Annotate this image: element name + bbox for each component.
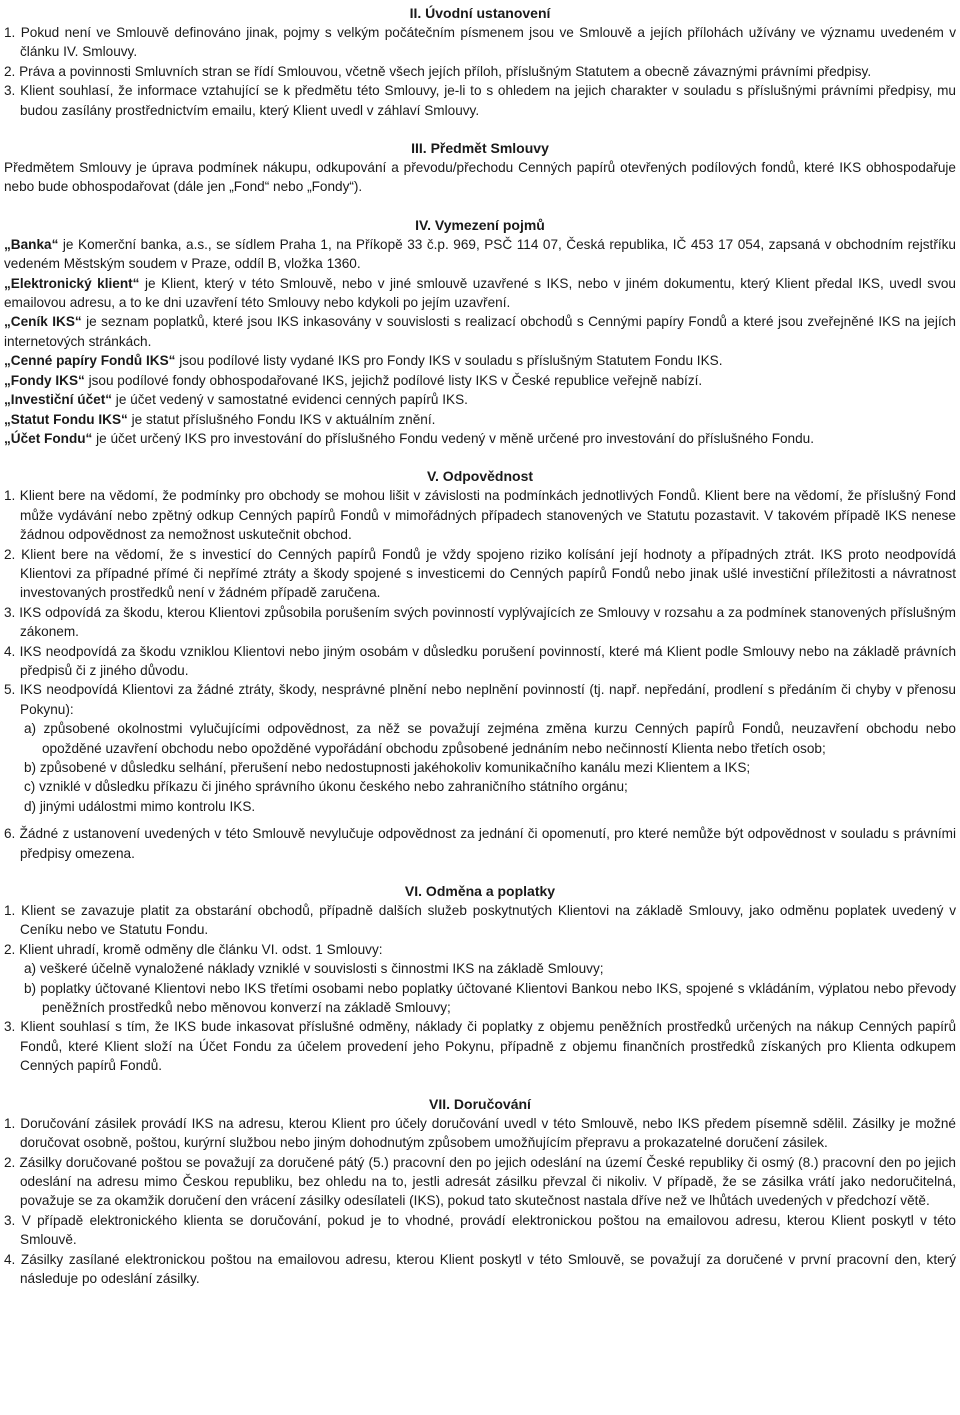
definition-elektronicky-klient	[4, 274, 956, 313]
definition-term: „Účet Fondu“	[4, 430, 93, 446]
delivery-item-2: 2. Zásilky doručované poštou se považují za doručené pátý (5.) pracovní den po jejich odeslání na území České republiky či osmý (8.) pracovní den po jejich odeslání na adresu mimo Českou republiku, bez ohledu na to, jestli adresát zásilku převzal či nikoliv. V případě, že se zásilka vrátí jako nedoručitelná, považuje se za okamžik doručení den vrácení zásilky odesílateli (IKS), pokud tato skutečnost nastala dříve než ve lhůtách uvedených v předchozí větě.	[4, 1154, 956, 1209]
definition-text: je Komerční banka, a.s., se sídlem Praha 1, na Příkopě 33 č.p. 969, PSČ 114 07, Česká republika, IČ 453 17 054, zapsaná v obchodním rejstříku vedeném Městským soudem v Praze, oddíl B, vložka 1360.	[4, 236, 956, 272]
definition-term: „Elektronický klient“	[4, 275, 140, 291]
delivery-item-3: 3. V případě elektronického klienta se doručování, pokud je to vhodné, provádí elektronickou poštou na emailovou adresu, kterou Klient poskytl v této Smlouvě.	[4, 1212, 956, 1248]
definition-text: jsou podílové listy vydané IKS pro Fondy IKS v souladu s příslušným Statutem Fondu IKS.	[175, 353, 723, 369]
definition-investicni-ucet	[4, 390, 956, 409]
section-title-delivery: VII. Doručování	[429, 1095, 531, 1112]
fees-subitem-a: a) veškeré účelně vynaložené náklady vzniklé v souvislosti s činnostmi IKS na základě Smlouvy;	[24, 961, 604, 977]
delivery-item-4: 4. Zásilky zasílané elektronickou poštou na emailovou adresu, kterou Klient poskytl v této Smlouvě, se považují za doručené v první pracovní den, který následuje po odeslání zásilky.	[4, 1251, 956, 1286]
fees-item-3: 3. Klient souhlasí s tím, že IKS bude inkasovat příslušné odměny, náklady či poplatky z objemu peněžních prostředků určených na nákup Cenných papírů Fondů, které Klient složí na Účet Fondu za účelem provedení jeho Pokynu, případně z objemu finančních prostředků získaných pro Klienta odkupem Cenných papírů Fondů.	[4, 1019, 956, 1074]
liability-item-6: 6. Žádné z ustanovení uvedených v této Smlouvě nevylučuje odpovědnost za jednání či opomenutí, pro které nemůže být odpovědnost v souladu s právními předpisy omezena.	[4, 826, 956, 861]
definition-text: je statut příslušného Fondu IKS v aktuálním znění.	[127, 411, 436, 427]
fees-subitem-b: b) poplatky účtované Klientovi nebo IKS třetími osobami nebo poplatky účtované Klientovi Bankou nebo IKS, spojené s vkládáním, výplatou nebo převody peněžních prostředků nebo měnovou konverzí na základě Smlouvy;	[24, 980, 956, 1016]
section-title-fees: VI. Odměna a poplatky	[404, 883, 556, 900]
definition-term: „Investiční účet“	[4, 392, 113, 408]
definition-text: je seznam poplatků, které jsou IKS inkasovány v souvislosti s realizací obchodů s Cennými papíry Fondů a které jsou zveřejněné IKS na jejích internetových stránkách.	[4, 314, 956, 349]
liability-subitem-b: b) způsobené v důsledku selhání, přerušení nebo nedostupnosti jakéhokoliv komunikačního kanálu mezi Klientem a IKS;	[24, 760, 751, 775]
definition-banka	[4, 235, 956, 274]
section-title-liability: V. Odpovědnost	[426, 468, 534, 485]
definition-term: „Banka“	[4, 236, 59, 252]
fees-item-1: 1. Klient se zavazuje platit za obstarání obchodů, případně dalších služeb poskytnutých Klientovi na základě Smlouvy, jako odměnu poplatek uvedený v Ceníku nebo ve Statutu Fondu.	[4, 903, 956, 938]
liability-item-1: 1. Klient bere na vědomí, že podmínky pro obchody se mohou lišit v závislosti na podmínkách jednotlivých Fondů. Klient bere na vědomí, že příslušný Fond může vydávání nebo zpětný odkup Cenných papírů Fondů v mimořádných případech stanovených ve Statutu pozastavit. V takovém případě IKS nenese žádnou odpovědnost za nemožnost uskutečnit obchod.	[4, 488, 956, 543]
definition-term: „Cenné papíry Fondů IKS“	[4, 353, 176, 369]
definition-term: „Ceník IKS“	[4, 314, 82, 330]
section-title-definitions: IV. Vymezení pojmů	[415, 216, 545, 233]
definition-text: jsou podílové fondy obhospodařované IKS, jejichž podílové listy IKS v České republice veřejně nabízí.	[84, 372, 703, 388]
definition-text: je účet určený IKS pro investování do příslušného Fondu vedený v měně určené pro investování do příslušného Fondu.	[92, 430, 815, 446]
definition-cenne-papiry	[4, 351, 956, 370]
definition-term: „Fondy IKS“	[4, 372, 85, 388]
subject-paragraph: Předmětem Smlouvy je úprava podmínek nákupu, odkupování a převodu/přechodu Cenných papírů otevřených podílových fondů, které IKS obhospodařuje nebo bude obhospodařovat (dále jen „Fond“ nebo „Fondy“).	[4, 160, 956, 195]
section-title-intro: II. Úvodní ustanovení	[409, 5, 551, 21]
fees-item-2: 2. Klient uhradí, kromě odměny dle článku VI. odst. 1 Smlouvy:	[4, 941, 383, 957]
definition-text: je účet vedený v samostatné evidenci cenných papírů IKS.	[112, 392, 468, 408]
liability-subitem-c: c) vzniklé v důsledku příkazu či jiného správního úkonu českého nebo zahraničního státního orgánu;	[24, 779, 628, 795]
intro-item-3: 3. Klient souhlasí, že informace vztahující se k předmětu této Smlouvy, je-li to s ohledem na jejich charakter v souladu s příslušnými právními předpisy, mu budou zasílány prostřednictvím emailu, který Klient uvedl v záhlaví Smlouvy.	[4, 83, 956, 118]
definition-fondy	[4, 371, 956, 390]
definition-statut	[4, 410, 956, 429]
definition-ucet-fondu	[4, 429, 956, 448]
definition-cenik	[4, 312, 956, 351]
liability-item-3: 3. IKS odpovídá za škodu, kterou Klientovi způsobila porušením svých povinností vyplývajících ze Smlouvy v rozsahu a za podmínek stanovených příslušným zákonem.	[4, 604, 956, 640]
liability-item-5: 5. IKS neodpovídá Klientovi za žádné ztráty, škody, nesprávné plnění nebo neplnění povinností (tj. např. nepředání, prodlení s předáním či chyby v přenosu Pokynu):	[4, 682, 956, 717]
definition-term: „Statut Fondu IKS“	[4, 411, 128, 427]
intro-item-2: 2. Práva a povinnosti Smluvních stran se řídí Smlouvou, včetně všech jejích příloh, příslušným Statutem a obecně závaznými právními předpisy.	[4, 63, 872, 79]
definition-text: je Klient, který v této Smlouvě, nebo v jiné smlouvě uzavřené s IKS, nebo v jiném dokumentu, který Klient předal IKS, uvedl svou emailovou adresu, a to ke dni uzavření této Smlouvy nebo kdykoli po jejím uzavření.	[4, 275, 956, 311]
liability-item-4: 4. IKS neodpovídá za škodu vzniklou Klientovi nebo jiným osobám v důsledku porušení povinností, které má Klient podle Smlouvy nebo na základě právních předpisů či z jiného důvodu.	[4, 643, 956, 678]
intro-item-1: 1. Pokud není ve Smlouvě definováno jinak, pojmy s velkým počátečním písmenem jsou ve Smlouvě a jejích přílohách užívány ve významu uvedeném v článku IV. Smlouvy.	[4, 25, 956, 60]
liability-item-2: 2. Klient bere na vědomí, že s investicí do Cenných papírů Fondů je vždy spojeno riziko kolísání její hodnoty a případných ztrát. IKS proto neodpovídá Klientovi za případné přímé či nepřímé ztráty a škody spojené s investicemi do Cenných papírů Fondů nebo jinak ušlé investiční příležitosti a návratnost investovaných prostředků není v žádném případě zaručena.	[4, 546, 956, 601]
liability-subitem-a: a) způsobené okolnostmi vylučujícími odpovědnost, za něž se považují zejména změna kurzu Cenných papírů Fondů, neuzavření obchodu nebo opožděné uzavření obchodu nebo opožděné vypořádání obchodu způsobené jednáním nebo nečinností Klienta nebo třetích osob;	[24, 721, 956, 756]
delivery-item-1: 1. Doručování zásilek provádí IKS na adresu, kterou Klient pro účely doručování uvedl v této Smlouvě, nebo IKS předem písemně sdělil. Zásilky je možné doručovat osobně, poštou, kurýrní službou nebo jiným dohodnutým způsobem umožňujícím přepravu a prokazatelné doručení zásilek.	[4, 1115, 956, 1151]
liability-subitem-d: d) jinými událostmi mimo kontrolu IKS.	[24, 798, 256, 814]
section-title-subject: III. Předmět Smlouvy	[411, 140, 549, 157]
